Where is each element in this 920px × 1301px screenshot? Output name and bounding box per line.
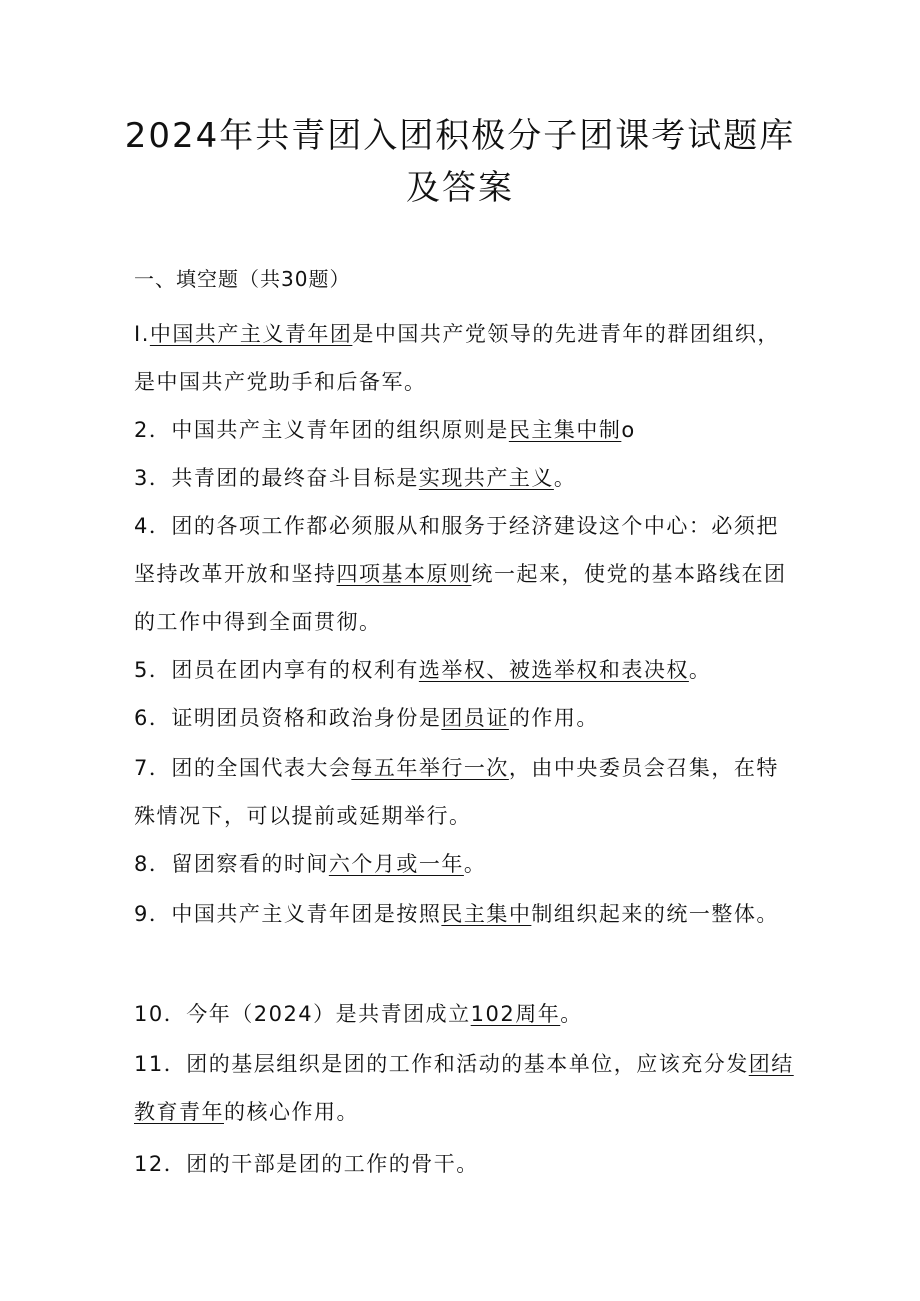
title-line-2: 及答案 [406,168,514,208]
answer-underlined: 民主集中 [441,902,532,926]
question-text: 10．今年（2024）是共青团成立 [134,1002,471,1026]
title-line-1: 2024年共青团入团积极分子团课考试题库 [124,116,796,156]
question-9 [134,890,794,938]
question-4 [134,502,794,646]
answer-underlined: 实现共产主义 [418,466,554,490]
answer-underlined: 四项基本原则 [336,562,472,586]
question-text: 4．团的各项工作都必须服从和服务于经济建设这个中心：必须把坚持改革开放和坚持 [134,514,779,586]
question-text: 12．团的干部是团的工作的骨干。 [134,1152,479,1176]
document-title [120,110,800,214]
question-text: ，由中央委员会召集，在特殊情况下，可以提前或延期举行。 [134,756,779,828]
question-text: 2．中国共产主义青年团的组织原则是 [134,418,509,442]
question-text: o [621,418,636,442]
section-heading: 一、填空题（共30题） [134,267,351,291]
answer-underlined: 选举权、被选举权和表决权 [418,658,689,682]
answer-underlined: 民主集中制 [508,418,622,442]
question-2 [134,406,794,454]
question-text: 。 [463,852,487,876]
question-1 [134,310,794,406]
question-12 [134,1140,794,1188]
question-text: I. [134,322,150,346]
question-text: 5．团员在团内享有的权利有 [134,658,419,682]
answer-underlined: 102周年 [470,1002,561,1026]
question-3 [134,454,794,502]
question-8 [134,840,794,888]
answer-underlined: 六个月或一年 [328,852,464,876]
question-6 [134,694,794,742]
question-text: 9．中国共产主义青年团是按照 [134,902,442,926]
question-text: 3．共青团的最终奋斗目标是 [134,466,419,490]
question-11 [134,1040,794,1136]
question-text: 。 [688,658,712,682]
question-10 [134,990,794,1038]
answer-underlined: 团员证 [441,706,509,730]
question-7 [134,744,794,840]
question-text: 制组织起来的统一整体。 [531,902,779,926]
question-5 [134,646,794,694]
question-text: 的作用。 [508,706,599,730]
question-text: 11．团的基层组织是团的工作和活动的基本单位，应该充分发 [134,1052,749,1076]
question-text: 6．证明团员资格和政治身份是 [134,706,442,730]
answer-underlined: 每五年举行一次 [351,756,509,780]
question-text: 。 [560,1002,583,1026]
question-text: 。 [553,466,577,490]
answer-underlined: 中国共产主义青年团 [149,322,353,346]
question-text: 统一起来，使党的基本路线在团的工作中得到全面贯彻。 [134,562,787,634]
question-text: 的核心作用。 [224,1100,359,1124]
question-text: 8．留团察看的时间 [134,852,329,876]
question-text: 7．团的全国代表大会 [134,756,352,780]
question-text: 是中国共产党领导的先进青年的群团组织，是中国共产党助手和后备军。 [134,322,780,394]
answer-underlined: 团结教育青年 [134,1052,794,1124]
